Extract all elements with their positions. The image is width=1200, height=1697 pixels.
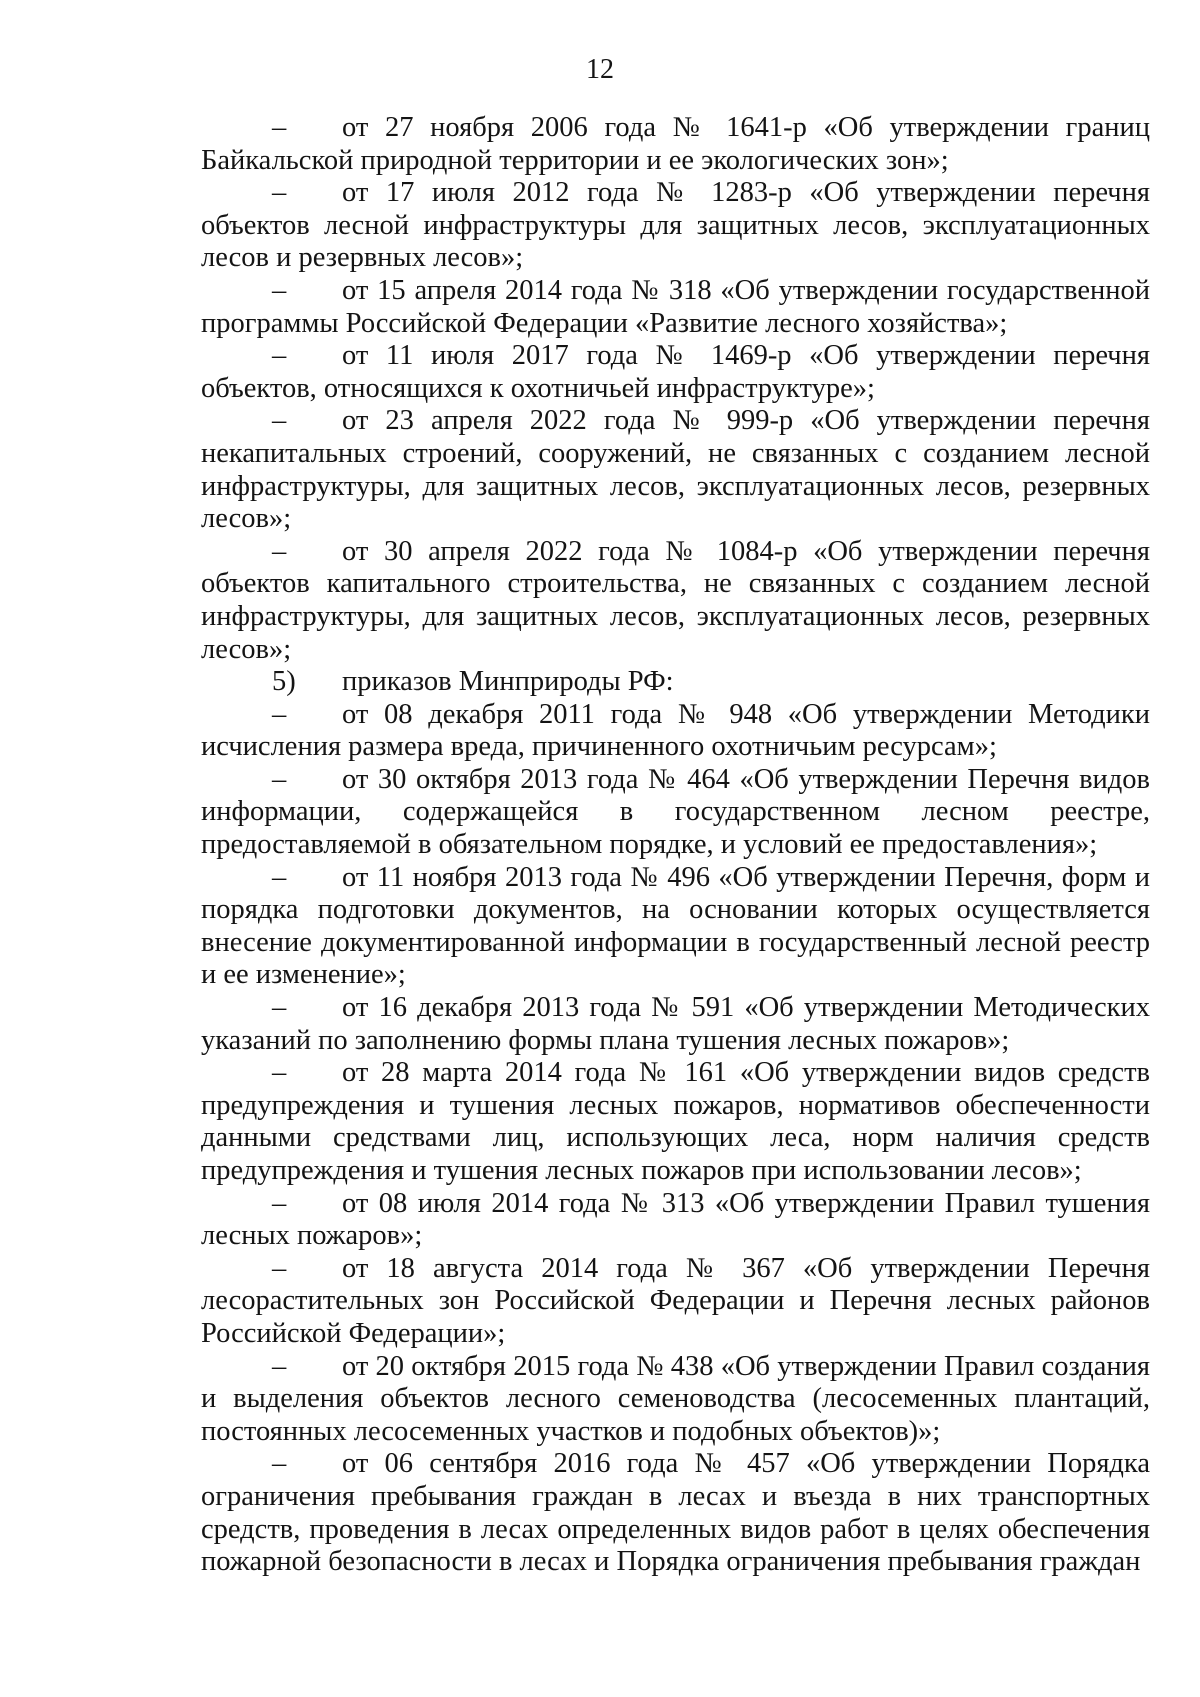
list-item-text: от 30 октября 2013 года № 464 «Об утверждении Перечня видов информации, содержащейся в государственном лесном реестре, предоставляемой в обязательном порядке, и условий ее предоставления»; [201, 763, 1150, 861]
list-marker: – [272, 861, 287, 893]
list-item-text: от 28 марта 2014 года № 161 «Об утверждении видов средств предупреждения и тушения лесных пожаров, нормативов обеспеченности данными средствами лиц, использующих леса, норм наличия средств предупреждения и тушения лесных пожаров при использовании лесов»; [201, 1057, 1150, 1186]
document-body [201, 112, 1150, 1579]
list-item-text: от 18 августа 2014 года № 367 «Об утверждении Перечня лесорастительных зон Российской Федерации и Перечня лесных районов Российской Федерации»; [201, 1252, 1150, 1349]
list-item-text: от 08 декабря 2011 года № 948 «Об утверждении Методики исчисления размера вреда, причиненного охотничьим ресурсам»; [201, 698, 1150, 763]
list-marker: – [272, 405, 287, 437]
list-item-text: от 23 апреля 2022 года № 999-р «Об утверждении перечня некапитальных строений, сооружений, не связанных с созданием лесной инфраструктуры, для защитных лесов, эксплуатационных лесов, резервных лесов»; [201, 405, 1150, 535]
list-item [201, 1057, 1150, 1187]
list-item [201, 177, 1150, 275]
list-item-text: от 06 сентября 2016 года № 457 «Об утверждении Порядка ограничения пребывания граждан в лесах и въезда в них транспортных средств, проведения в лесах определенных видов работ в целях обеспечения пожарной безопасности в лесах и Порядка ограничения пребывания граждан [201, 1448, 1150, 1578]
list-item-text: от 27 ноября 2006 года № 1641-р «Об утверждении границ Байкальской природной территории и ее экологических зон»; [201, 112, 1150, 176]
list-item [201, 340, 1150, 405]
list-item-text: от 30 апреля 2022 года № 1084-р «Об утверждении перечня объектов капитального строительства, не связанных с созданием лесной инфраструктуры, для защитных лесов, эксплуатационных лесов, резервных лесов»; [201, 535, 1150, 665]
list-marker: – [272, 112, 287, 143]
list-item [201, 275, 1150, 340]
section-heading-item [201, 666, 1150, 699]
list-number: 5) [272, 666, 296, 698]
list-marker: – [272, 1057, 287, 1089]
list-item-text: от 17 июля 2012 года № 1283-р «Об утверждении перечня объектов лесной инфраструктуры для защитных лесов, эксплуатационных лесов и резервных лесов»; [201, 177, 1150, 274]
list-item-text: от 08 июля 2014 года № 313 «Об утверждении Правил тушения лесных пожаров»; [201, 1187, 1150, 1252]
list-marker: – [272, 340, 287, 372]
list-item [201, 992, 1150, 1057]
list-item-text: от 11 ноября 2013 года № 496 «Об утверждении Перечня, форм и порядка подготовки документов, на основании которых осуществляется внесение документированной информации в государственный лесной реестр и ее изменение»; [201, 861, 1150, 991]
list-marker: – [272, 1252, 287, 1284]
list-marker: – [272, 1448, 287, 1480]
list-marker: – [272, 1187, 287, 1219]
list-item [201, 764, 1150, 862]
section-heading-text: приказов Минприроды РФ: [342, 666, 674, 698]
list-item [201, 699, 1150, 764]
list-item [201, 1188, 1150, 1253]
list-item [201, 1253, 1150, 1351]
list-item [201, 536, 1150, 666]
list-item [201, 1448, 1150, 1578]
list-item [201, 405, 1150, 535]
list-item-text: от 16 декабря 2013 года № 591 «Об утверждении Методических указаний по заполнению формы плана тушения лесных пожаров»; [201, 992, 1150, 1056]
list-item [201, 112, 1150, 177]
list-marker: – [272, 177, 287, 209]
list-item-text: от 15 апреля 2014 года № 318 «Об утверждении государственной программы Российской Федерации «Развитие лесного хозяйства»; [201, 274, 1150, 339]
list-marker: – [272, 274, 287, 306]
list-item [201, 1351, 1150, 1449]
list-item-text: от 20 октября 2015 года № 438 «Об утверждении Правил создания и выделения объектов лесного семеноводства (лесосеменных плантаций, постоянных лесосеменных участков и подобных объектов)»; [201, 1350, 1150, 1447]
list-item [201, 862, 1150, 992]
page-number: 12 [586, 54, 614, 85]
list-marker: – [272, 763, 287, 795]
list-item-text: от 11 июля 2017 года № 1469-р «Об утверждении перечня объектов, относящихся к охотничьей инфраструктуре»; [201, 340, 1150, 404]
list-marker: – [272, 992, 287, 1024]
list-marker: – [272, 535, 287, 567]
list-marker: – [272, 698, 287, 730]
list-marker: – [272, 1350, 287, 1382]
